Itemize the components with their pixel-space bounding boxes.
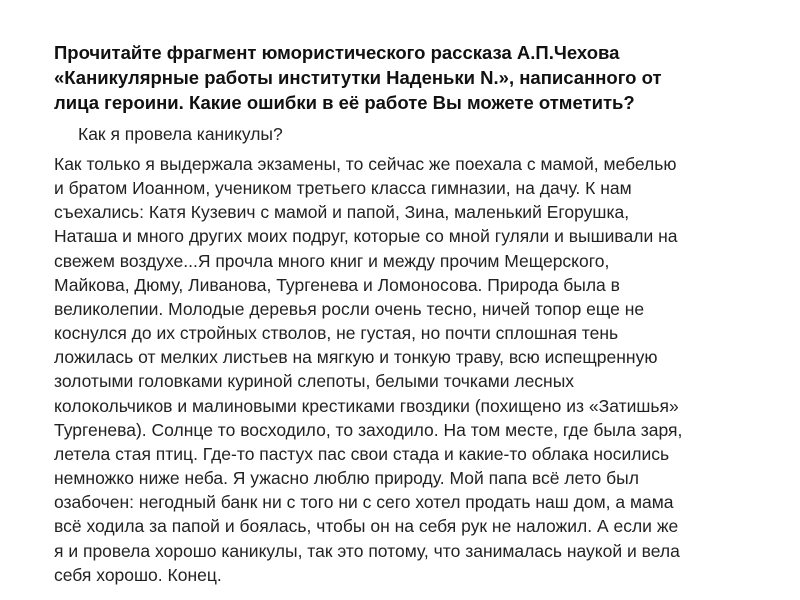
story-body: Как только я выдержала экзамены, то сейчас же поехала с мамой, мебелью и братом Иоанном, учеником третьего класса гимназии, на дачу. К нам съехались: Катя Кузевич с мамой и папой, Зина, маленький Егорушка, Наташа и много других моих подруг, которые со мной гуляли и вышивали на свежем воздухе...Я прочла много книг и между прочим Мещерского, Майкова, Дюму, Ливанова, Тургенева и Ломоносова. Природа была в великолепии. Молодые деревья росли очень тесно, ничей топор еще не коснулся до их стройных стволов, не густая, но почти сплошная тень ложилась от мелких листьев на мягкую и тонкую траву, всю испещренную золотыми головками куриной слепоты, белыми точками лесных колокольчиков и малиновыми крестиками гвоздики (похищено из «Затишья» Тургенева). Солнце то восходило, то заходило. На том месте, где была заря, летела стая птиц. Где-то пастух пас свои стада и какие-то облака носились немножко ниже неба. Я ужасно люблю природу. Мой папа всё лето был озабочен: негодный банк ни с того ни с сего хотел продать наш дом, а мама всё ходила за папой и боялась, чтобы он на себя рук не наложил. А если же я и провела хорошо каникулы, так это потому, что занималась наукой и вела себя хорошо. Конец. [54, 154, 683, 585]
task-heading: Прочитайте фрагмент юмористического рассказа А.П.Чехова «Каникулярные работы институтки Наденьки N.», написанного от лица героини. Какие ошибки в её работе Вы можете отметить? [54, 42, 662, 113]
story-title: Как я провела каникулы? [78, 124, 283, 144]
